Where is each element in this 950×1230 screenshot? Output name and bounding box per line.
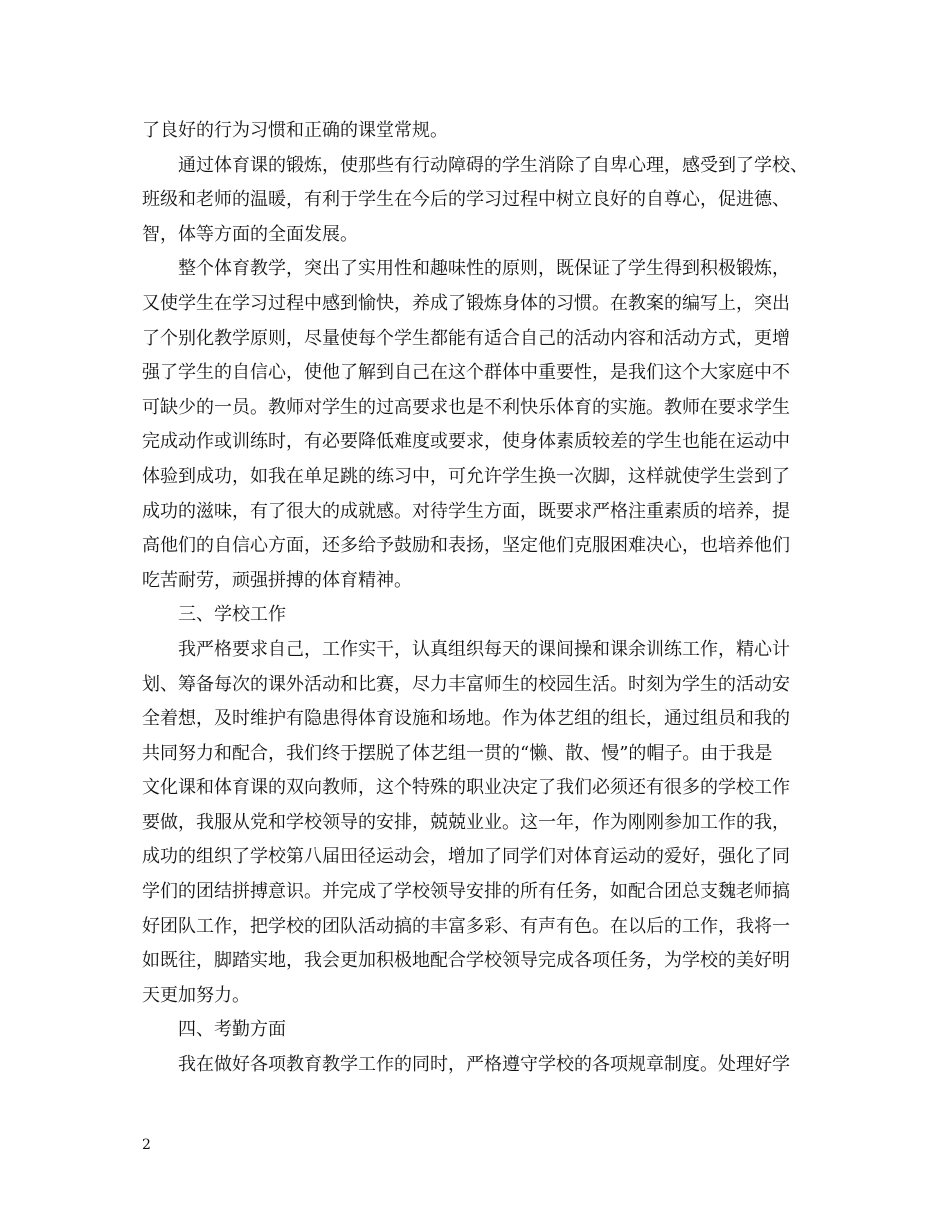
page-number: 2 [142,1137,151,1153]
section-heading: 四、考勤方面 [178,1019,286,1041]
text-line: 划、筹备每次的课外活动和比赛，尽力丰富师生的校园生活。时刻为学生的活动安 [142,673,790,695]
text-line: 可缺少的一员。教师对学生的过高要求也是不利快乐体育的实施。教师在要求学生 [142,396,790,418]
text-line: 体验到成功，如我在单足跳的练习中，可允许学生换一次脚，这样就使学生尝到了 [142,465,790,487]
text-line: 班级和老师的温暖，有利于学生在今后的学习过程中树立良好的自尊心，促进德、 [142,189,790,211]
text-line: 共同努力和配合，我们终于摆脱了体艺组一贯的“懒、散、慢”的帽子。由于我是 [142,742,773,764]
section-heading: 三、学校工作 [178,604,286,626]
text-line: 吃苦耐劳，顽强拼搏的体育精神。 [142,569,412,591]
text-line: 要做，我服从党和学校领导的安排，兢兢业业。这一年，作为刚刚参加工作的我， [142,811,790,833]
text-line: 强了学生的自信心，使他了解到自己在这个群体中重要性，是我们这个大家庭中不 [142,362,790,384]
text-line: 如既往，脚踏实地，我会更加积极地配合学校领导完成各项任务，为学校的美好明 [142,950,790,972]
text-line: 成功的滋味，有了很大的成就感。对待学生方面，既要求严格注重素质的培养，提 [142,500,790,522]
text-line: 成功的组织了学校第八届田径运动会，增加了同学们对体育运动的爱好，强化了同 [142,846,790,868]
body-text [142,114,822,1083]
text-line: 了良好的行为习惯和正确的课堂常规。 [142,120,448,141]
text-line: 了个别化教学原则，尽量使每个学生都能有适合自己的活动内容和活动方式，更增 [142,327,790,349]
text-line: 学们的团结拼搏意识。并完成了学校领导安排的所有任务，如配合团总支魏老师搞 [142,881,790,903]
text-line: 整个体育教学，突出了实用性和趣味性的原则，既保证了学生得到积极锻炼， [178,258,790,280]
text-line: 智，体等方面的全面发展。 [142,223,358,245]
text-line: 全着想，及时维护有隐患得体育设施和场地。作为体艺组的组长，通过组员和我的 [142,708,790,730]
text-line: 高他们的自信心方面，还多给予鼓励和表扬，坚定他们克服困难决心，也培养他们 [142,535,790,557]
text-line: 文化课和体育课的双向教师，这个特殊的职业决定了我们必须还有很多的学校工作 [142,777,790,799]
text-line: 通过体育课的锻炼，使那些有行动障碍的学生消除了自卑心理，感受到了学校、 [178,154,808,176]
text-line: 我严格要求自己，工作实干，认真组织每天的课间操和课余训练工作，精心计 [178,638,790,660]
text-line: 好团队工作，把学校的团队活动搞的丰富多彩、有声有色。在以后的工作，我将一 [142,915,790,937]
text-line: 完成动作或训练时，有必要降低难度或要求，使身体素质较差的学生也能在运动中 [142,431,790,453]
text-line: 又使学生在学习过程中感到愉快，养成了锻炼身体的习惯。在教案的编写上，突出 [142,292,790,314]
text-line: 我在做好各项教育教学工作的同时，严格遵守学校的各项规章制度。处理好学 [178,1054,790,1076]
text-line: 天更加努力。 [142,984,250,1006]
